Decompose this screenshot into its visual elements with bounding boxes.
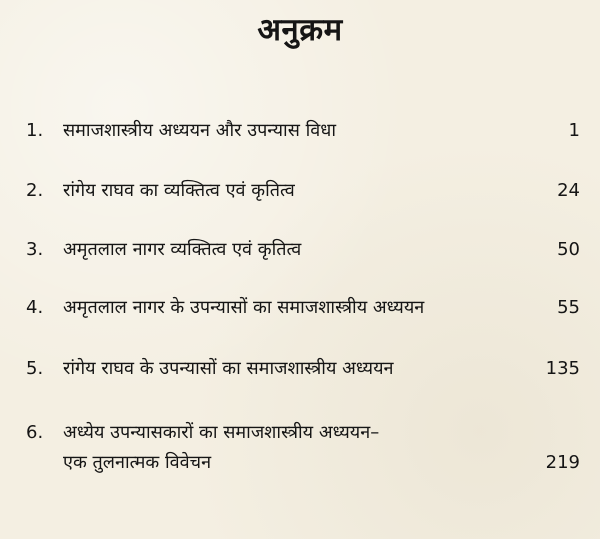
toc-entry-number: 2. [26,180,44,201]
toc-entry-text: रांगेय राघव का व्यक्तित्व एवं कृतित्व [63,180,295,201]
toc-entry-text: अमृतलाल नागर के उपन्यासों का समाजशास्त्रीय अध्ययन [63,297,425,318]
page-title: अनुक्रम [257,12,343,48]
toc-entry-text: रांगेय राघव के उपन्यासों का समाजशास्त्रीय अध्ययन [63,358,394,379]
toc-entry-text-line-2: एक तुलनात्मक विवेचन [63,452,212,473]
toc-entry-page-number: 55 [557,297,580,318]
toc-entry-page-number: 1 [568,120,580,141]
toc-entry-text: अमृतलाल नागर व्यक्तित्व एवं कृतित्व [63,239,302,260]
toc-entry-number: 3. [26,239,44,260]
toc-entry-page-number: 135 [545,358,580,379]
toc-entry-page-number: 50 [557,239,580,260]
toc-entry-number: 5. [26,358,44,379]
toc-entry-text-line-1: अध्येय उपन्यासकारों का समाजशास्त्रीय अध्ययन– [63,422,380,443]
toc-entry-text: समाजशास्त्रीय अध्ययन और उपन्यास विधा [63,120,337,141]
toc-entry-page-number: 24 [557,180,580,201]
toc-entry-number: 1. [26,120,44,141]
toc-entry-page-number: 219 [545,452,580,473]
toc-entry-number: 4. [26,297,44,318]
toc-entry-number: 6. [26,422,44,443]
